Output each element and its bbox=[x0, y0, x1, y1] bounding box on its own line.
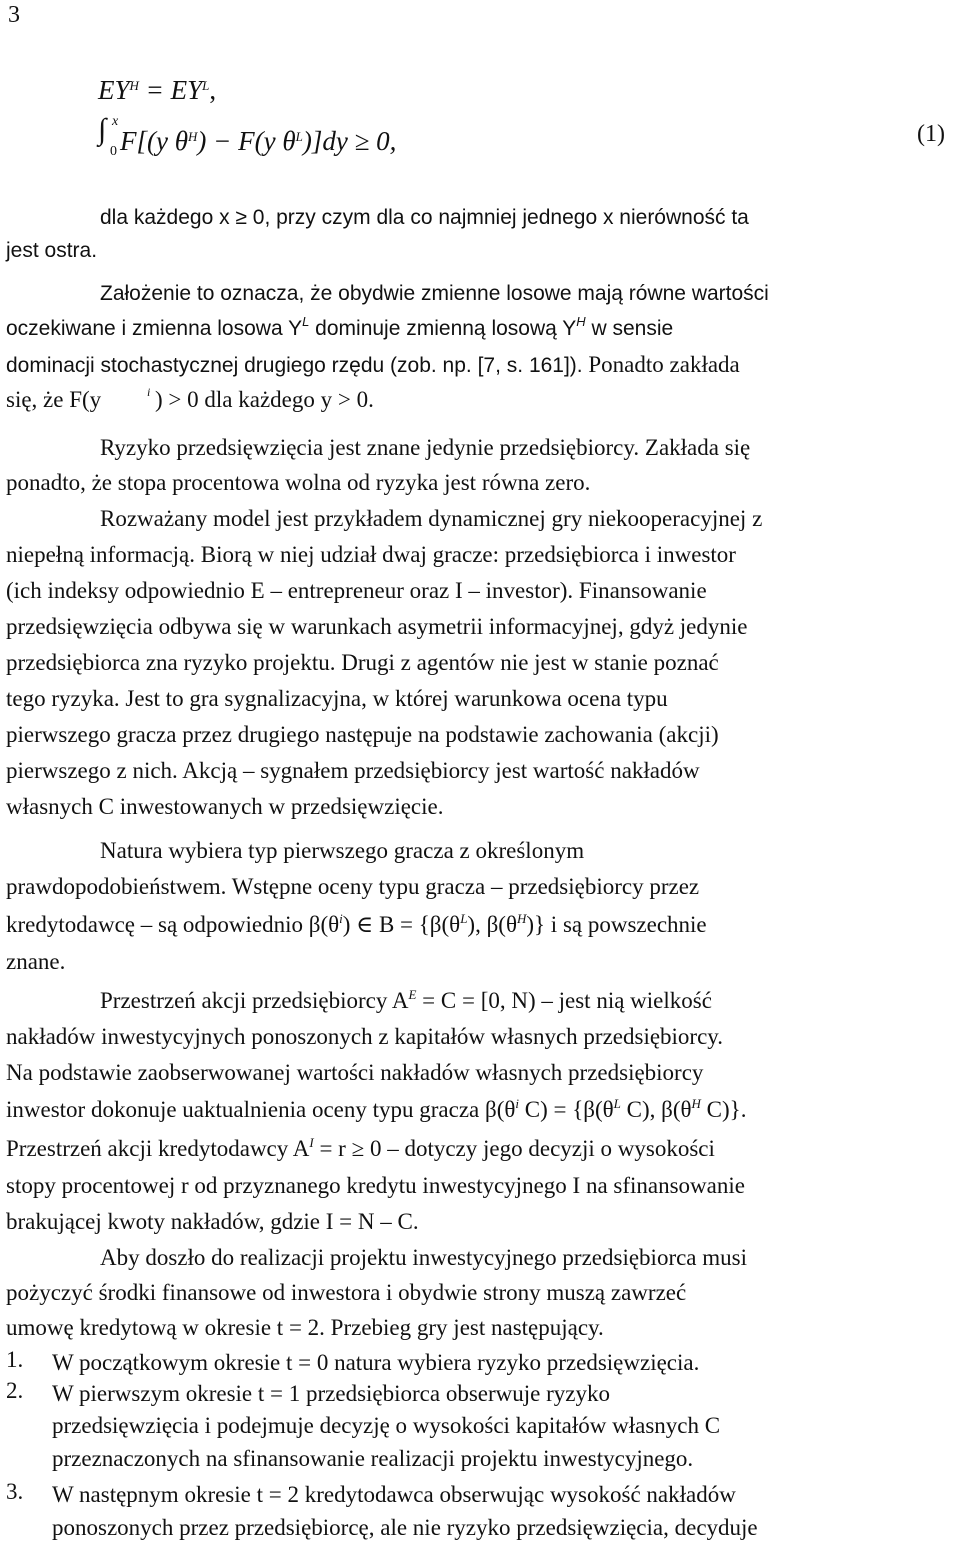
list-item-2-line3: przeznaczonych na sfinansowanie realizacji projektu inwestycyjnego. bbox=[52, 1446, 694, 1471]
para5-line3: kredytodawcę – są odpowiednio $\beta(\theta^i)$ ∈ $B = \{\beta(\theta^L)$, $\beta(\theta^H)$} i są powszechnie bbox=[6, 911, 707, 937]
list-item-2-line1: W pierwszym okresie t = 1 przedsiębiorca obserwuje ryzyko bbox=[52, 1381, 610, 1406]
para4-line3: (ich indeksy odpowiednio E – entrepreneur oraz I – investor). Finansowanie bbox=[6, 578, 707, 603]
para6-line1: Przestrzeń akcji przedsiębiorcy $A^E = C = [0$, N) – jest nią wielkość bbox=[100, 987, 712, 1013]
list-item-3-line1: W następnym okresie t = 2 kredytodawca obserwując wysokość nakładów bbox=[52, 1482, 736, 1507]
para6-line6: stopy procentowej r od przyznanego kredytu inwestycyjnego I na sfinansowanie bbox=[6, 1173, 745, 1198]
para6-line2: nakładów inwestycyjnych ponoszonych z kapitałów własnych przedsiębiorcy. bbox=[6, 1024, 724, 1049]
para3-line1: Ryzyko przedsięwzięcia jest znane jedynie przedsiębiorcy. Zakłada się bbox=[100, 435, 751, 460]
page-number: 3 bbox=[8, 2, 20, 28]
para4-line6: tego ryzyka. Jest to gra sygnalizacyjna, w której warunkowa ocena typu bbox=[6, 686, 668, 711]
para2-line3: dominacji stochastycznej drugiego rzędu (zob. np. [7, s. 161]). Ponadto zakłada bbox=[6, 352, 740, 377]
para4-line2: niepełną informacją. Biorą w niej udział dwaj gracze: przedsiębiorca i inwestor bbox=[6, 542, 736, 567]
list-item-1-line1: W początkowym okresie t = 0 natura wybiera ryzyko przedsięwzięcia. bbox=[52, 1350, 700, 1375]
para4-line4: przedsięwzięcia odbywa się w warunkach asymetrii informacyjnej, gdyż jedynie bbox=[6, 614, 748, 639]
para6-line5: Przestrzeń akcji kredytodawcy $A^I = r \ge 0$ – dotyczy jego decyzji o wysokości bbox=[6, 1135, 715, 1161]
para7-line2: pożyczyć środki finansowe od inwestora i obydwie strony muszą zawrzeć bbox=[6, 1280, 687, 1305]
para2-line1: Założenie to oznacza, że obydwie zmienne losowe mają równe wartości bbox=[100, 282, 769, 305]
para1-line2: jest ostra. bbox=[6, 239, 98, 262]
para4-line9: własnych C inwestowanych w przedsięwzięcie. bbox=[6, 794, 444, 819]
list-item-3-number: 3. bbox=[6, 1479, 24, 1504]
equation-line-1: $EY^H = EY^L$, bbox=[98, 75, 217, 105]
para6-line3: Na podstawie zaobserwowanej wartości nakładów własnych przedsiębiorcy bbox=[6, 1060, 704, 1085]
para7-line3: umowę kredytową w okresie t = 2. Przebieg gry jest następujący. bbox=[6, 1315, 604, 1340]
para7-line1: Aby doszło do realizacji projektu inwestycyjnego przedsiębiorca musi bbox=[100, 1245, 747, 1270]
para6-line4: inwestor dokonuje uaktualnienia oceny typu gracza $\beta(\theta^i$ $C) = \{\beta(\theta^L$ C), $\beta(\theta^H$ C)}. bbox=[6, 1096, 747, 1122]
para6-line7: brakującej kwoty nakładów, gdzie I = N – C. bbox=[6, 1209, 419, 1234]
equation-number: (1) bbox=[917, 121, 945, 147]
para5-line2: prawdopodobieństwem. Wstępne oceny typu gracza – przedsiębiorcy przez bbox=[6, 874, 700, 899]
para4-line1: Rozważany model jest przykładem dynamicznej gry niekooperacyjnej z bbox=[100, 506, 763, 531]
list-item-2-number: 2. bbox=[6, 1378, 24, 1403]
integral-sign: ∫ x 0 bbox=[98, 113, 119, 159]
para2-line4: się, że F(y bbox=[6, 387, 102, 412]
para5-line4: znane. bbox=[6, 949, 66, 974]
para5-line1: Natura wybiera typ pierwszego gracza z określonym bbox=[100, 838, 585, 863]
para3-line2: ponadto, że stopa procentowa wolna od ryzyka jest równa zero. bbox=[6, 470, 591, 495]
list-item-3-line2: ponoszonych przez przedsiębiorcę, ale nie ryzyko przedsięwzięcia, decyduje bbox=[52, 1515, 758, 1540]
list-item-2-line2: przedsięwzięcia i podejmuje decyzję o wysokości kapitałów własnych C bbox=[52, 1413, 721, 1438]
para2-line4-rest: ) > 0 dla każdego y > 0. bbox=[155, 387, 374, 412]
equation-line-2: ∫ x 0 F[(y $\theta^H) - F(y$ $\theta^L)]dy \ge 0$, bbox=[98, 113, 397, 159]
para4-line8: pierwszego z nich. Akcją – sygnałem przedsiębiorcy jest wartość nakładów bbox=[6, 758, 700, 783]
para4-line7: pierwszego gracza przez drugiego następuje na podstawie zachowania (akcji) bbox=[6, 722, 719, 747]
para4-line5: przedsiębiorca zna ryzyko projektu. Drugi z agentów nie jest w stanie poznać bbox=[6, 650, 719, 675]
para1-line1: dla każdego x ≥ 0, przy czym dla co najmniej jednego x nierówność ta bbox=[100, 206, 749, 229]
list-item-1-number: 1. bbox=[6, 1347, 24, 1372]
para2-line2: oczekiwane i zmienna losowa $Y^L$ dominuje zmienną losową $Y^H$ w sensie bbox=[6, 314, 674, 340]
